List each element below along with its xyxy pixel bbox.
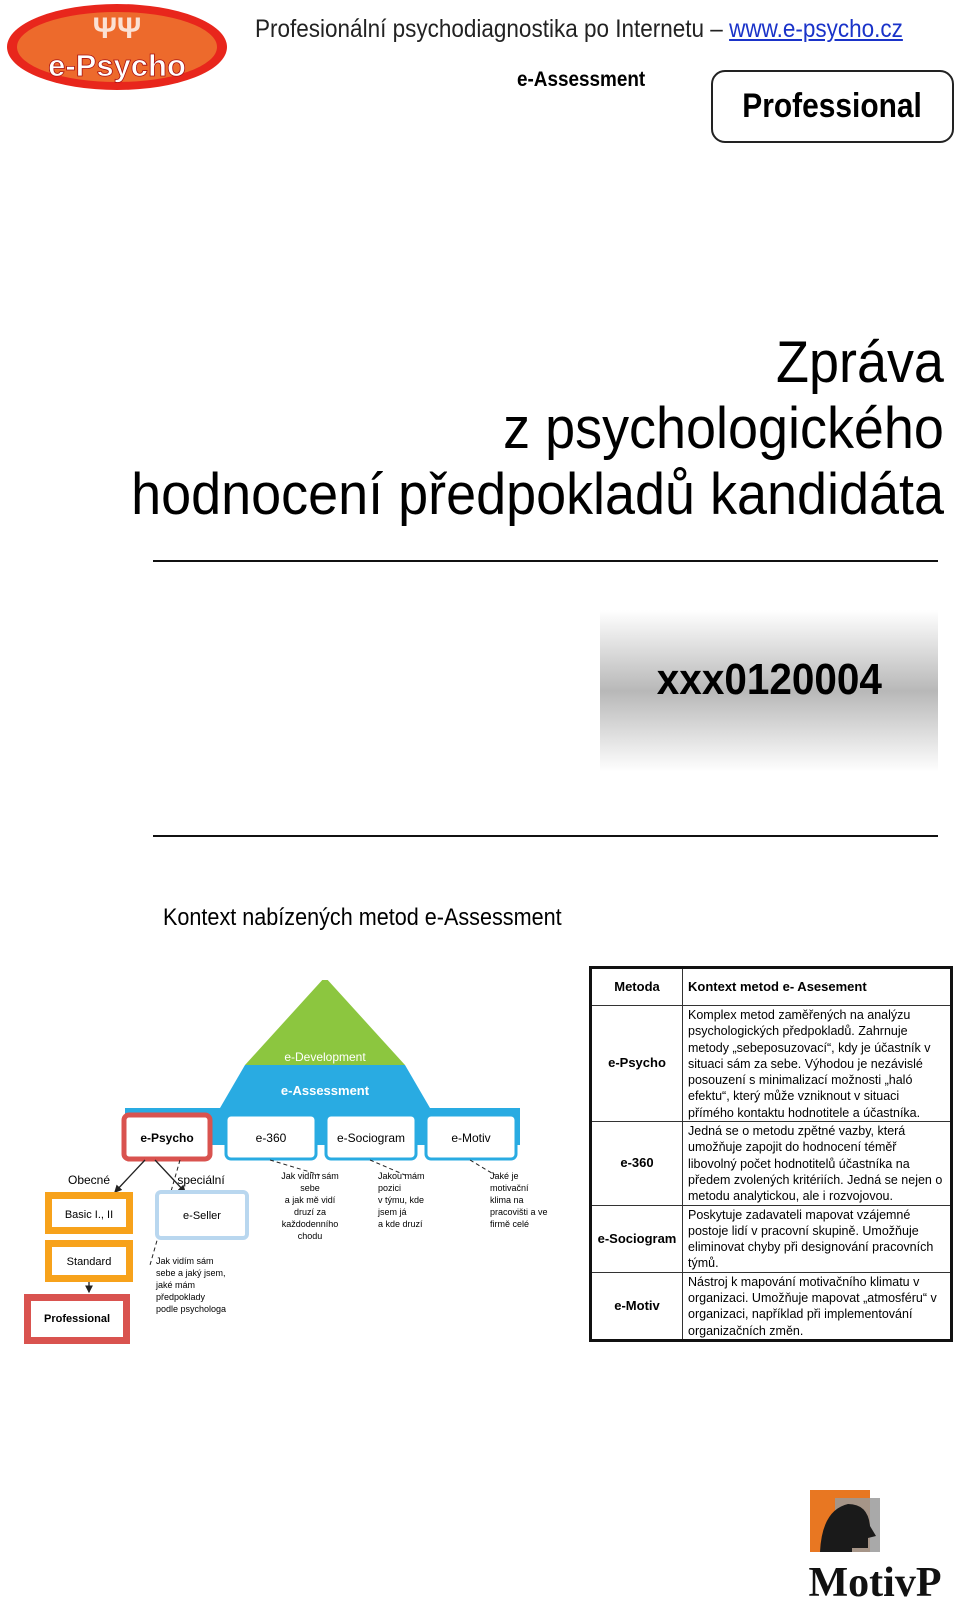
box-e-seller: e-Seller [183, 1210, 221, 1222]
context-heading: Kontext nabízených metod e-Assessment [163, 904, 562, 931]
desc-motiv-2: motivační [490, 1183, 529, 1193]
divider-bottom [153, 835, 938, 837]
candidate-code: xxx0120004 [656, 655, 882, 704]
product-label: e-Assessment [517, 68, 646, 91]
desc-motiv-5: firmě celé [490, 1219, 530, 1229]
title-line-1: Zpráva [776, 330, 944, 395]
desc-motiv-1: Jaké je [490, 1171, 519, 1181]
desc-sociogram-4: jsem já [378, 1207, 407, 1217]
level-standard: Standard [66, 1256, 112, 1268]
header-method: Metoda [591, 968, 683, 1006]
tagline [255, 14, 903, 44]
box-e-psycho: e-Psycho [140, 1131, 194, 1145]
desc-360-4: druzí za [293, 1207, 327, 1217]
desc-motiv-4: pracovišti a ve [490, 1207, 548, 1217]
table-row [591, 1205, 952, 1272]
title-line-3: hodnocení předpokladů kandidáta [131, 462, 944, 527]
desc-psycho-2: sebe a jaký jsem, [156, 1268, 226, 1278]
row-description: Jedná se o metodu zpětné vazby, která umožňuje zapojit do hodnocení téměř libovolný počet hodnotitelů účastníka na předem zvolených kritériích. Jedná se nejen o metodu analytickou, ale i rozvojovou. [683, 1122, 952, 1205]
pyramid-middle-label: e-Assessment [280, 1083, 370, 1098]
header-context: Kontext metod e- Asesement [683, 968, 952, 1006]
methods-table [589, 966, 953, 1342]
desc-psycho-3: jaké mám [156, 1280, 196, 1290]
row-method: e-Sociogram [591, 1205, 683, 1272]
desc-psycho-4: předpoklady [156, 1292, 206, 1302]
desc-psycho-1: Jak vidím sám [156, 1256, 214, 1266]
motivp-text: MotivP [808, 1560, 942, 1601]
row-description: Poskytuje zadavateli mapovat vzájemné postoje lidí v pracovní skupině. Umožňuje eliminovat chyby při designování pracovních týmů. [683, 1205, 952, 1272]
edition-label: Professional [742, 87, 923, 125]
report-title [70, 330, 944, 528]
desc-psycho-5: podle psychologa [156, 1304, 227, 1314]
e-psycho-logo[interactable] [4, 2, 230, 92]
title-line-2: z psychologického [503, 396, 944, 461]
divider-top [153, 560, 938, 562]
box-e-360: e-360 [255, 1131, 287, 1145]
desc-sociogram-3: v týmu, kde [378, 1195, 425, 1205]
website-link[interactable]: www.e-psycho.cz [729, 15, 903, 43]
svg-text:e-Psycho: e-Psycho [48, 48, 186, 83]
desc-360-6: chodu [297, 1231, 323, 1241]
row-method: e-Motiv [591, 1272, 683, 1340]
table-row [591, 1122, 952, 1205]
desc-motiv-3: klima na [490, 1195, 524, 1205]
level-professional: Professional [43, 1313, 111, 1325]
desc-sociogram-1: Jakou mám [378, 1171, 425, 1181]
methods-diagram [20, 980, 575, 1380]
level-basic: Basic I., II [64, 1209, 114, 1221]
svg-text:ΨΨ: ΨΨ [92, 12, 142, 45]
row-description: Komplex metod zaměřených na analýzu psychologických předpokladů. Zahrnuje metody „sebeposuzovací“, kdy je účastník v situaci sám za sebe. Výhodou je nezávislé posouzení s minimalizací možnosti „haló efektu“, který může vzniknout v situaci přímého kontaktu hodnotitele a účastníka. [683, 1006, 952, 1122]
desc-360-1: Jak vidím sám [281, 1171, 339, 1181]
row-method: e-360 [591, 1122, 683, 1205]
edition-badge [711, 70, 954, 143]
row-description: Nástroj k mapování motivačního klimatu v organizaci. Umožňuje mapovat „atmosféru“ v organizaci, například při implementování organizačních změn. [683, 1272, 952, 1340]
box-e-motiv: e-Motiv [451, 1131, 491, 1145]
desc-sociogram-5: a kde druzí [378, 1219, 423, 1229]
table-row [591, 1272, 952, 1340]
row-method: e-Psycho [591, 1006, 683, 1122]
pyramid-top-label: e-Development [284, 1050, 366, 1064]
special-label: speciální [177, 1173, 225, 1187]
table-header-row [591, 968, 952, 1006]
general-label: Obecné [67, 1173, 111, 1187]
tagline-text: Profesionální psychodiagnostika po Internetu – [255, 15, 723, 43]
box-e-sociogram: e-Sociogram [336, 1131, 406, 1145]
desc-360-3: a jak mě vidí [284, 1195, 336, 1205]
motivp-logo[interactable] [790, 1490, 960, 1601]
desc-360-5: každodenního [281, 1219, 339, 1229]
desc-sociogram-2: pozici [378, 1183, 402, 1193]
table-row [591, 1006, 952, 1122]
desc-360-2: sebe [300, 1183, 320, 1193]
